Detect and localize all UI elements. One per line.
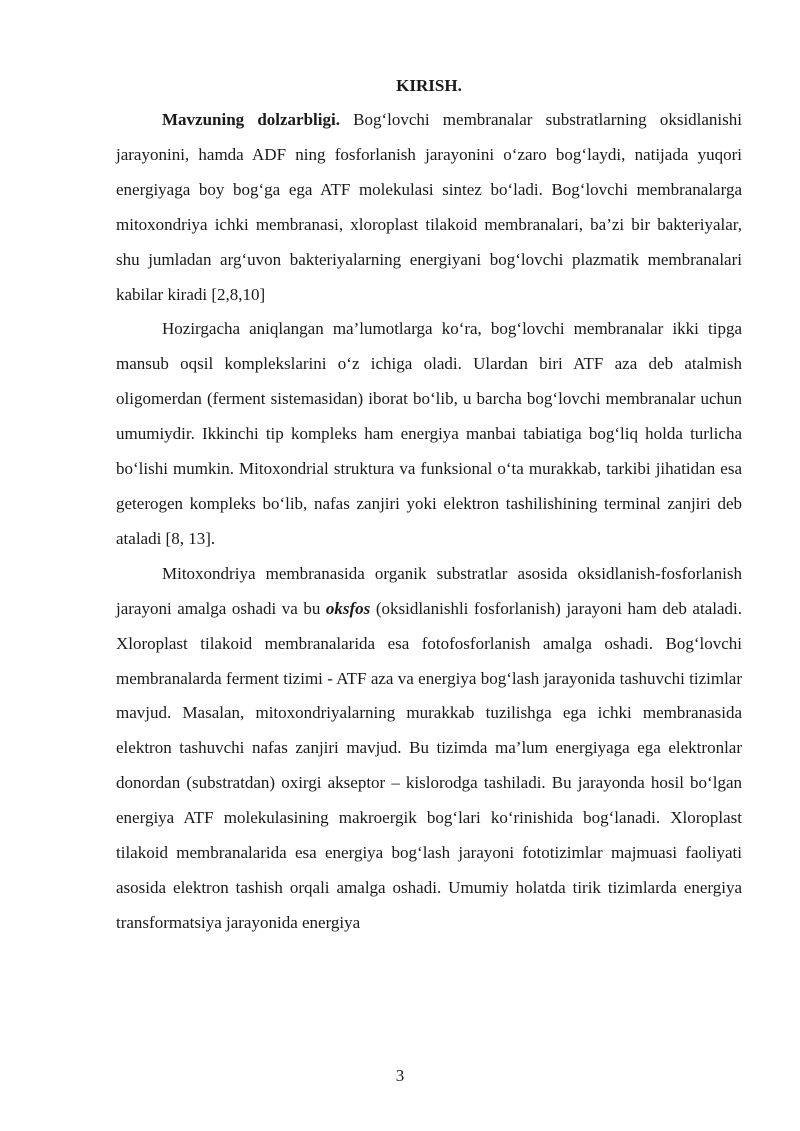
emphasis-term: oksfos	[325, 598, 371, 618]
paragraph-lead: Mavzuning dolzarbligi.	[162, 110, 340, 129]
page-number: 3	[395, 1066, 405, 1085]
page-heading: KIRISH.	[396, 76, 462, 95]
paragraph-text: Hozirgacha aniqlangan ma’lumotlarga ko‘ra, bog‘lovchi membranalar ikki tipga mansub oqsil komplekslarini o‘z ichiga oladi. Ulardan biri ATF aza deb atalmish oligomerdan (ferment sistemasidan) iborat bo‘lib, u barcha bog‘lovchi membranalar uchun umumiydir. Ikkinchi tip kompleks ham energiya manbai tabiatiga bog‘liq holda turlicha bo‘lishi mumkin. Mitoxondrial struktura va funksional o‘ta murakkab, tarkibi jihatidan esa geterogen kompleks bo‘lib, nafas zanjiri yoki elektron tashilishining terminal zanjiri deb ataladi [8, 13].	[116, 319, 742, 548]
paragraph-oxidative-phosphorylation	[116, 557, 742, 941]
paragraph-text: Bog‘lovchi membranalar substratlarning oksidlanishi jarayonini, hamda ADF ning fosforlanish jarayonini o‘zaro bog‘laydi, natijada yuqori energiyaga boy bog‘ga ega ATF molekulasi sintez bo‘ladi. Bog‘lovchi membranalarga mitoxondriya ichki membranasi, xloroplast tilakoid membranalari, ba’zi bir bakteriyalar, shu jumladan arg‘uvon bakteriyalarning energiyani bog‘lovchi plazmatik membranalari kabilar kiradi [2,8,10]	[116, 110, 742, 304]
paragraph-relevance	[116, 103, 742, 312]
paragraph-text: (oksidlanishli fosforlanish) jarayoni ham deb ataladi. Xloroplast tilakoid membranalarida esa fotofosforlanish amalga oshadi. Bog‘lovchi membranalarda ferment tizimi - ATF aza va energiya bog‘lash jarayonida tashuvchi tizimlar mavjud. Masalan, mitoxondriyalarning murakkab tuzilishga ega ichki membranasida elektron tashuvchi nafas zanjiri mavjud. Bu tizimda ma’lum energiyaga ega elektronlar donordan (substratdan) oxirgi akseptor – kislorodga tashiladi. Bu jarayonda hosil bo‘lgan energiya ATF molekulasining makroergik bog‘lari ko‘rinishida bog‘lanadi. Xloroplast tilakoid membranalarida esa energiya bog‘lash jarayoni fototizimlar majmuasi faoliyati asosida elektron tashish orqali amalga oshadi. Umumiy holatda tirik tizimlarda energiya transformatsiya jarayonida energiya	[116, 598, 742, 932]
paragraph-protein-complexes	[116, 312, 742, 556]
document-page	[116, 76, 742, 941]
paragraph-text: Mitoxondriya membranasida organik substratlar asosida oksidlanish-fosforlanish jarayoni amalga oshadi va bu	[116, 563, 742, 618]
